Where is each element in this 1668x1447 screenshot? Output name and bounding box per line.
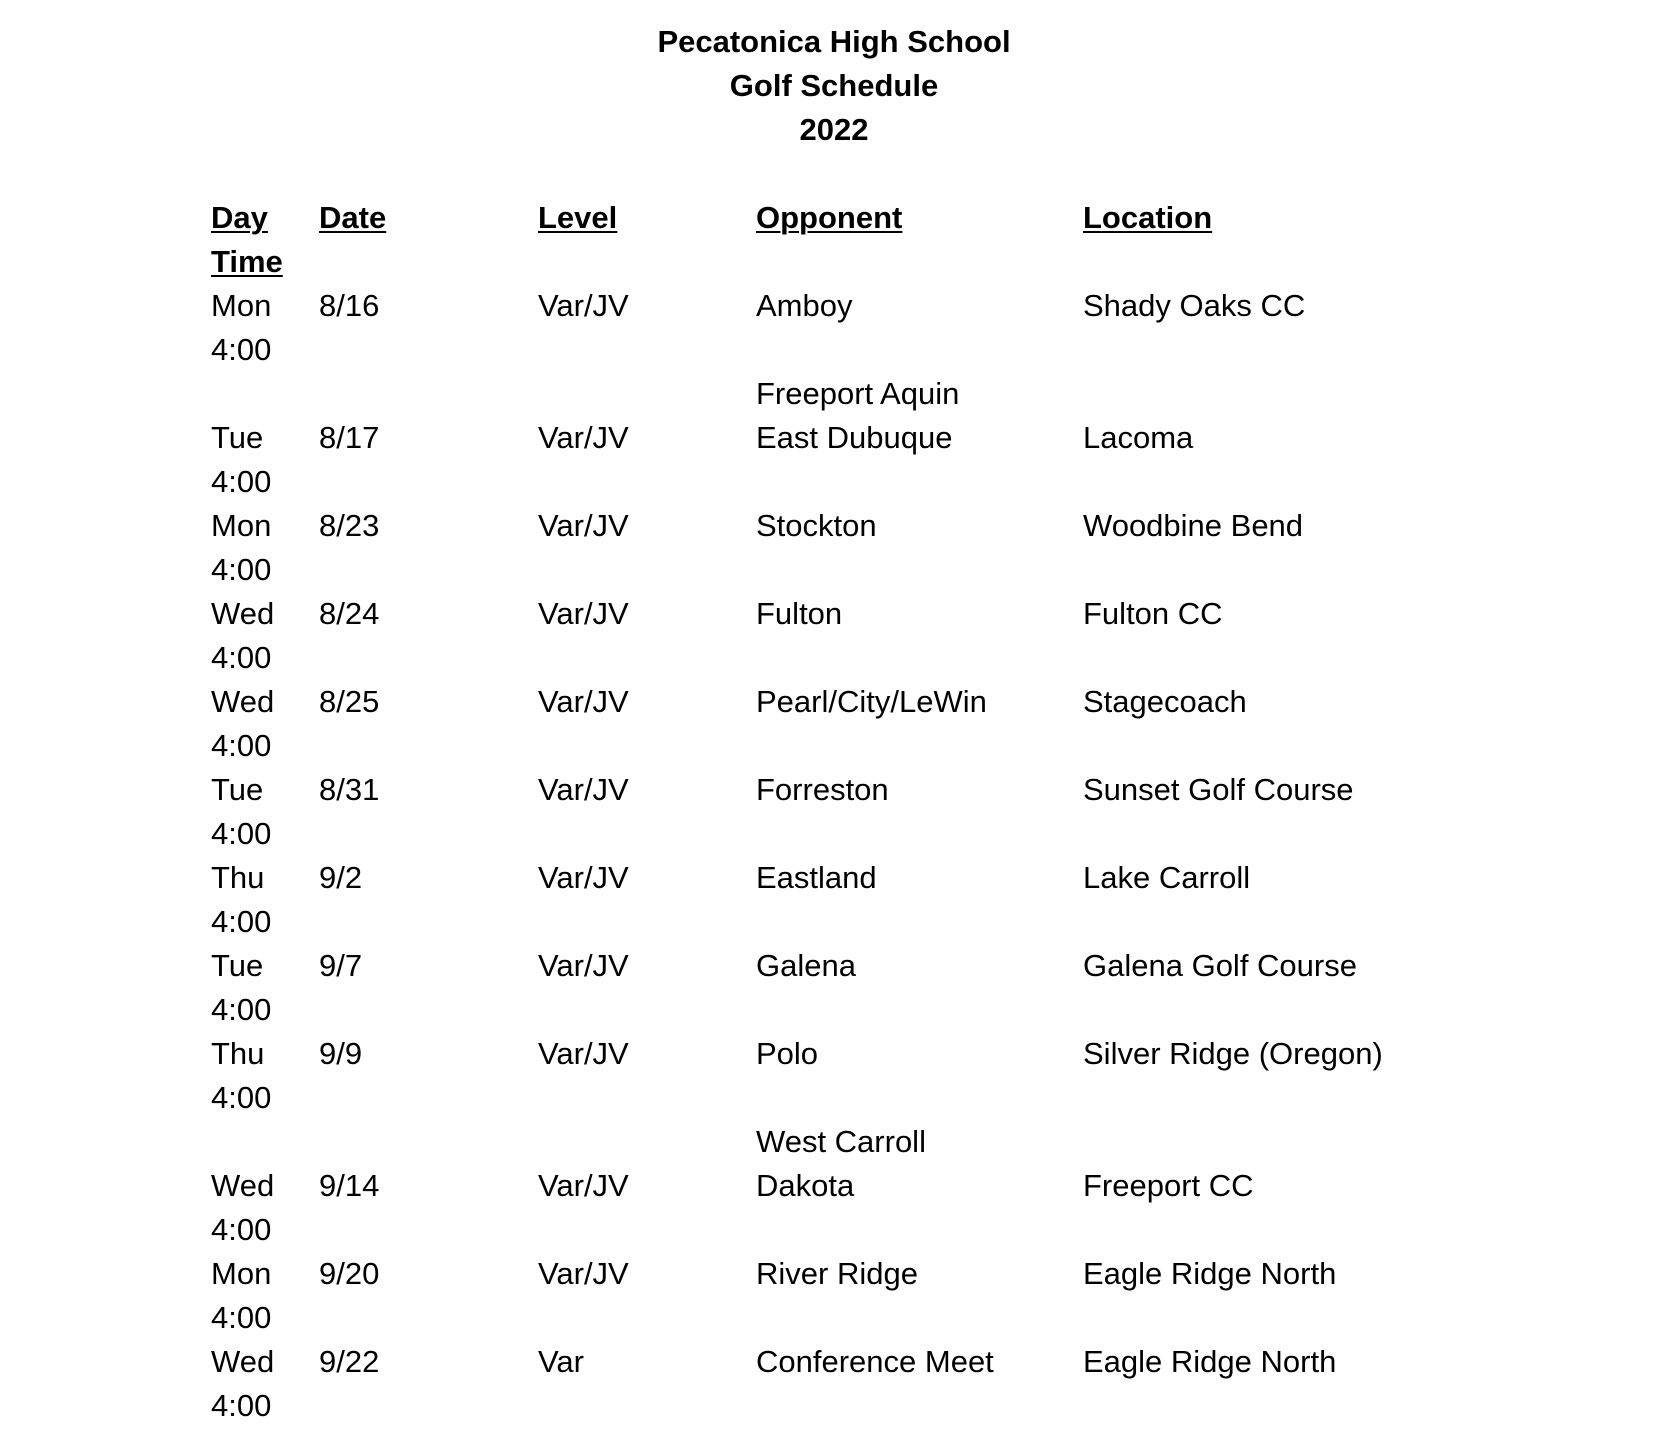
header-opponent: Opponent	[756, 200, 903, 235]
day-time-cell	[211, 284, 271, 372]
header-day: Day	[211, 200, 268, 235]
date-cell: 8/24	[319, 596, 380, 631]
level-cell: Var	[538, 1344, 584, 1379]
day-cell: Tue	[211, 772, 264, 807]
time-cell: 4:00	[211, 464, 272, 499]
time-cell: 4:00	[211, 1300, 272, 1335]
opponent-name: Galena	[756, 948, 856, 983]
level-cell: Var/JV	[538, 684, 629, 719]
date-cell: 9/20	[319, 1256, 380, 1291]
day-time-cell	[211, 416, 271, 504]
date-cell: 8/25	[319, 684, 380, 719]
time-cell: 4:00	[211, 992, 272, 1027]
location-cell: Fulton CC	[1083, 596, 1223, 631]
level-cell: Var/JV	[538, 420, 629, 455]
header-day-time	[211, 196, 283, 284]
day-cell: Wed	[211, 1344, 275, 1379]
date-cell: 8/16	[319, 288, 380, 323]
opponent-name: Polo	[756, 1036, 819, 1071]
day-cell: Thu	[211, 860, 265, 895]
day-time-cell	[211, 768, 271, 856]
date-cell: 9/14	[319, 1168, 380, 1203]
opponent-name: Forreston	[756, 772, 889, 807]
location-cell: Lacoma	[1083, 420, 1194, 455]
day-time-cell	[211, 504, 271, 592]
day-cell: Wed	[211, 596, 275, 631]
opponent-name: River Ridge	[756, 1256, 918, 1291]
schedule-subtitle: Golf Schedule	[729, 68, 939, 103]
location-cell: Stagecoach	[1083, 684, 1247, 719]
opponent-name: Freeport Aquin	[756, 376, 960, 411]
time-cell: 4:00	[211, 728, 272, 763]
level-cell: Var/JV	[538, 508, 629, 543]
header-location: Location	[1083, 200, 1213, 235]
day-time-cell	[211, 680, 274, 768]
location-cell: Lake Carroll	[1083, 860, 1251, 895]
level-cell: Var/JV	[538, 772, 629, 807]
day-time-cell	[211, 1164, 274, 1252]
date-cell: 8/31	[319, 772, 380, 807]
level-cell: Var/JV	[538, 948, 629, 983]
opponent-name: Pearl/City/LeWin	[756, 684, 987, 719]
location-cell: Eagle Ridge North	[1083, 1344, 1337, 1379]
opponent-cell	[756, 504, 877, 548]
opponent-cell	[756, 1120, 926, 1208]
time-cell: 4:00	[211, 1212, 272, 1247]
level-cell: Var/JV	[538, 596, 629, 631]
day-time-cell	[211, 592, 274, 680]
location-cell: Eagle Ridge North	[1083, 1256, 1337, 1291]
day-time-cell	[211, 1252, 271, 1340]
location-cell: Freeport CC	[1083, 1168, 1254, 1203]
document-title	[0, 20, 1668, 152]
header-time: Time	[211, 244, 283, 279]
day-cell: Thu	[211, 1036, 265, 1071]
day-time-cell	[211, 1340, 274, 1428]
time-cell: 4:00	[211, 640, 272, 675]
opponent-name: Eastland	[756, 860, 877, 895]
day-cell: Wed	[211, 684, 275, 719]
opponent-cell	[756, 1252, 918, 1296]
day-cell: Wed	[211, 1168, 275, 1203]
level-cell: Var/JV	[538, 860, 629, 895]
day-cell: Mon	[211, 508, 272, 543]
level-cell: Var/JV	[538, 1256, 629, 1291]
opponent-name: Amboy	[756, 288, 853, 323]
header-date: Date	[319, 200, 387, 235]
time-cell: 4:00	[211, 1388, 272, 1423]
level-cell: Var/JV	[538, 1036, 629, 1071]
location-cell: Galena Golf Course	[1083, 948, 1357, 983]
date-cell: 9/2	[319, 860, 363, 895]
location-cell: Shady Oaks CC	[1083, 288, 1306, 323]
opponent-name-second: East Dubuque	[756, 420, 953, 455]
date-cell: 9/7	[319, 948, 363, 983]
opponent-cell	[756, 768, 889, 812]
opponent-name: Stockton	[756, 508, 877, 543]
opponent-cell	[756, 856, 877, 900]
opponent-name: Fulton	[756, 596, 843, 631]
time-cell: 4:00	[211, 332, 272, 367]
level-cell: Var/JV	[538, 288, 629, 323]
day-time-cell	[211, 1032, 271, 1120]
header-level: Level	[538, 200, 618, 235]
time-cell: 4:00	[211, 904, 272, 939]
schedule-year: 2022	[799, 112, 869, 147]
opponent-cell	[756, 284, 852, 328]
date-cell: 8/17	[319, 420, 380, 455]
opponent-cell	[756, 944, 856, 988]
date-cell: 9/22	[319, 1344, 380, 1379]
opponent-cell	[756, 592, 842, 636]
day-cell: Tue	[211, 948, 264, 983]
day-cell: Tue	[211, 420, 264, 455]
opponent-name-second: Dakota	[756, 1168, 855, 1203]
day-cell: Mon	[211, 1256, 272, 1291]
day-cell: Mon	[211, 288, 272, 323]
opponent-name: Conference Meet	[756, 1344, 994, 1379]
date-cell: 8/23	[319, 508, 380, 543]
school-name: Pecatonica High School	[657, 24, 1011, 59]
opponent-cell	[756, 1032, 818, 1076]
time-cell: 4:00	[211, 1080, 272, 1115]
day-time-cell	[211, 944, 271, 1032]
date-cell: 9/9	[319, 1036, 363, 1071]
location-cell: Sunset Golf Course	[1083, 772, 1354, 807]
opponent-cell	[756, 1340, 994, 1384]
location-cell: Woodbine Bend	[1083, 508, 1304, 543]
opponent-cell	[756, 680, 987, 724]
location-cell: Silver Ridge (Oregon)	[1083, 1036, 1383, 1071]
time-cell: 4:00	[211, 816, 272, 851]
time-cell: 4:00	[211, 552, 272, 587]
day-time-cell	[211, 856, 271, 944]
level-cell: Var/JV	[538, 1168, 629, 1203]
opponent-cell	[756, 372, 959, 460]
opponent-name: West Carroll	[756, 1124, 926, 1159]
